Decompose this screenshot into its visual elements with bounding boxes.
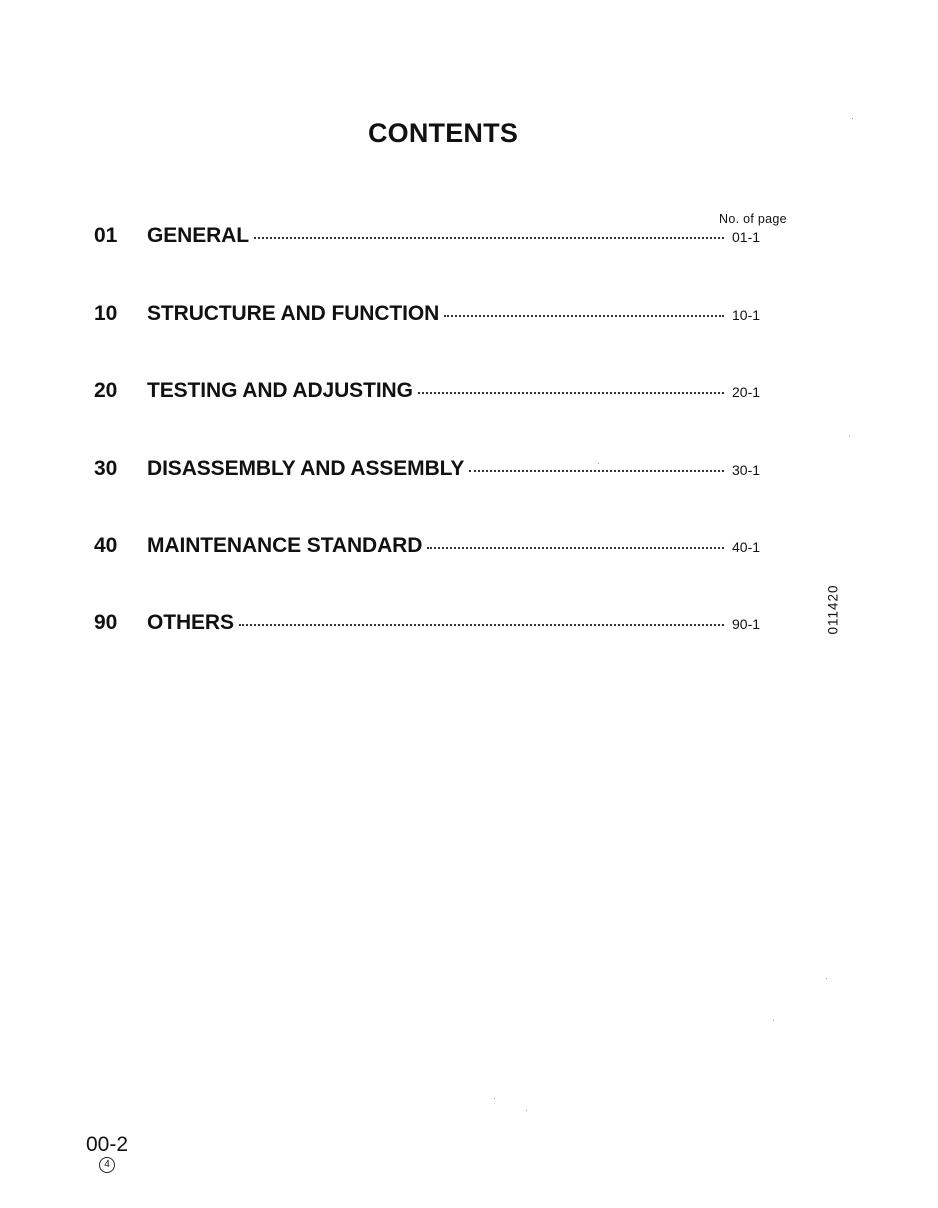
page-title: CONTENTS xyxy=(367,118,519,148)
scan-speck xyxy=(826,978,827,979)
toc-entry-number: 20 xyxy=(94,379,118,402)
toc-entry-page: 10-1 xyxy=(732,307,761,323)
footer-page-number: 00-2 xyxy=(86,1133,129,1156)
toc-entry-others[interactable] xyxy=(94,611,774,645)
toc-entry-page: 30-1 xyxy=(732,462,761,478)
revision-mark: 4 xyxy=(99,1157,115,1173)
dot-leader xyxy=(418,392,724,394)
toc-entry-label: GENERAL xyxy=(147,224,249,247)
toc-entry-label: MAINTENANCE STANDARD xyxy=(147,534,423,557)
scan-speck xyxy=(852,118,853,119)
dot-leader xyxy=(239,624,724,626)
toc-entry-page: 40-1 xyxy=(732,539,761,555)
toc-entry-label: OTHERS xyxy=(147,611,234,634)
dot-leader xyxy=(469,470,724,472)
document-code: 011420 xyxy=(825,584,841,635)
page-column-header: No. of page xyxy=(719,212,787,226)
dot-leader xyxy=(427,547,724,549)
toc-entry-number: 30 xyxy=(94,457,118,480)
toc-entry-maintenance-standard[interactable] xyxy=(94,534,774,568)
scan-speck xyxy=(526,1110,527,1111)
toc-entry-number: 10 xyxy=(94,302,118,325)
scan-speck xyxy=(773,1020,774,1021)
toc-entry-page: 90-1 xyxy=(732,616,761,632)
toc-entry-structure-and-function[interactable] xyxy=(94,302,774,336)
toc-entry-label: STRUCTURE AND FUNCTION xyxy=(147,302,440,325)
toc-entry-disassembly-and-assembly[interactable] xyxy=(94,457,774,491)
toc-entry-testing-and-adjusting[interactable] xyxy=(94,379,774,413)
toc-entry-number: 90 xyxy=(94,611,118,634)
toc-entry-label: DISASSEMBLY AND ASSEMBLY xyxy=(147,457,465,480)
toc-entry-page: 20-1 xyxy=(732,384,761,400)
dot-leader xyxy=(444,315,724,317)
dot-leader xyxy=(254,237,724,239)
scan-speck xyxy=(598,463,599,464)
scan-speck xyxy=(494,1098,495,1099)
toc-entry-number: 01 xyxy=(94,224,118,247)
toc-entry-page: 01-1 xyxy=(732,229,761,245)
toc-entry-number: 40 xyxy=(94,534,118,557)
toc-entry-label: TESTING AND ADJUSTING xyxy=(147,379,413,402)
scan-speck xyxy=(849,436,850,437)
toc-entry-general[interactable] xyxy=(94,224,774,258)
